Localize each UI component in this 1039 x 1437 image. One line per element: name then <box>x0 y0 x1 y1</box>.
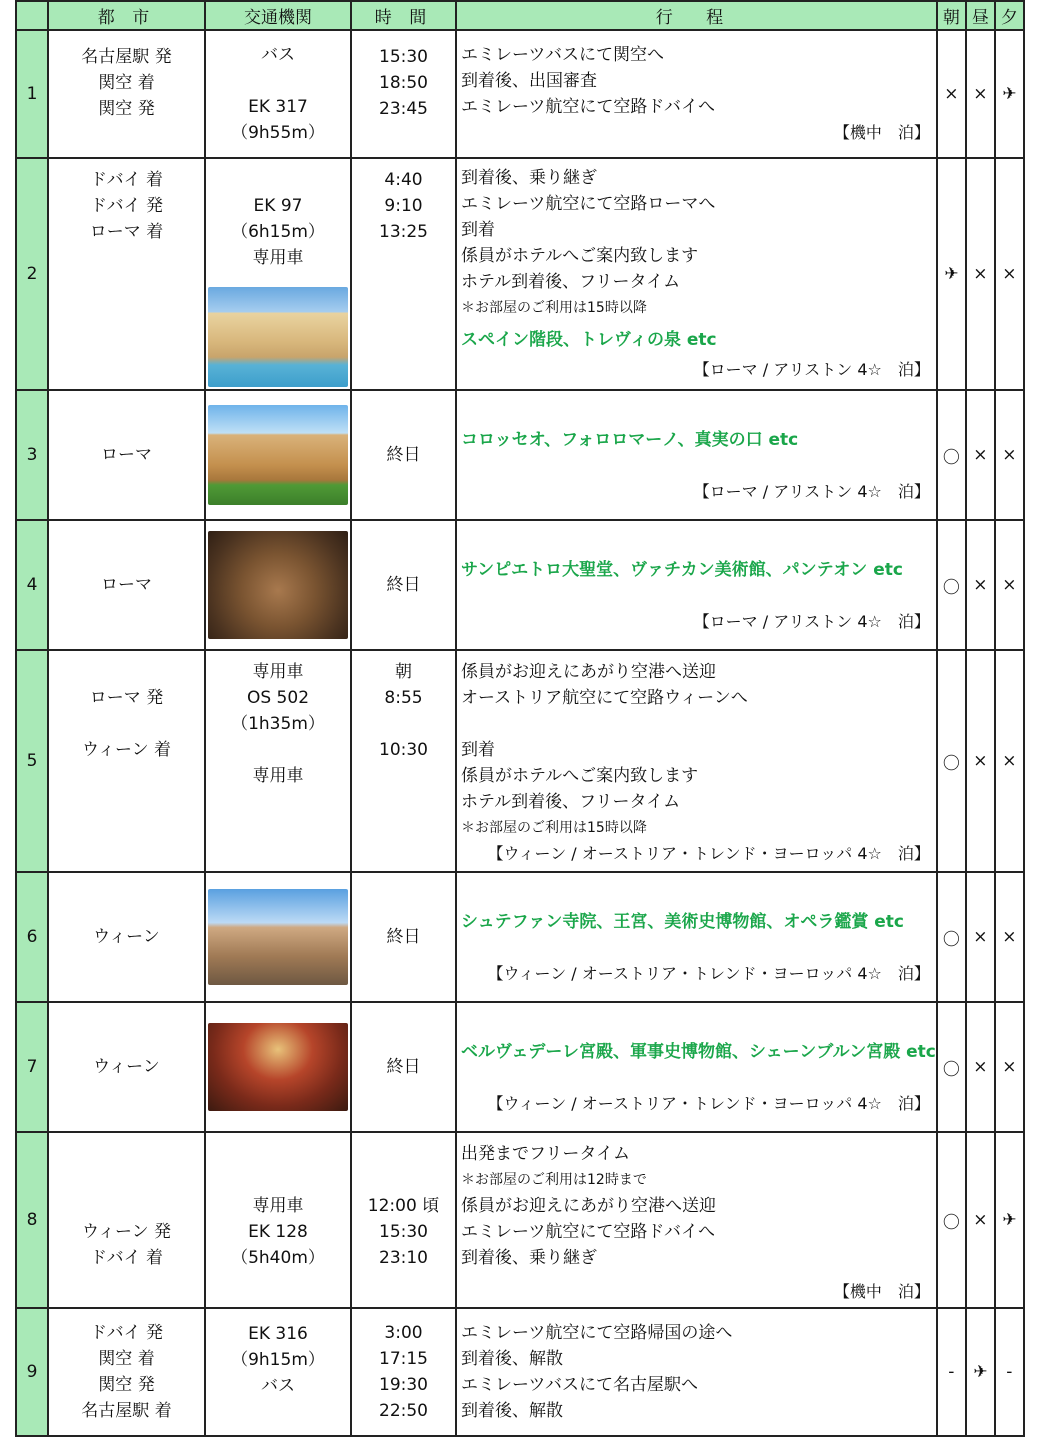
itinerary-line: 到着後、出国審査 <box>461 71 597 91</box>
time-cell <box>351 1308 456 1436</box>
table-row-day-5 <box>16 650 1024 872</box>
itinerary-line: オーストリア航空にて空路ウィーンへ <box>461 688 748 708</box>
time-line: 12:00 頃 <box>367 1196 440 1216</box>
sightseeing-highlight: サンピエトロ大聖堂、ヴァチカン美術館、パンテオン etc <box>461 560 903 580</box>
transport-cell <box>205 650 351 872</box>
time-cell <box>351 390 456 520</box>
itinerary-cell <box>456 30 937 158</box>
breakfast-mark: 〇 <box>937 1132 966 1308</box>
day-number: 9 <box>16 1308 48 1436</box>
transport-line: 専用車 <box>252 248 304 268</box>
city-line: ウィーン <box>93 1057 160 1077</box>
transport-cell <box>205 158 351 390</box>
itinerary-cell <box>456 158 937 390</box>
overnight-stay: 【ローマ / アリストン 4☆ 泊】 <box>693 612 930 631</box>
transport-line <box>206 167 350 193</box>
city-line: 関空 発 <box>98 1375 155 1395</box>
st-stephens-cathedral-photo <box>208 889 348 985</box>
transport-line: EK 128 <box>248 1222 308 1242</box>
city-cell <box>48 390 205 520</box>
city-cell <box>48 1002 205 1132</box>
breakfast-mark: ✈ <box>937 158 966 390</box>
itinerary-line: 係員がお迎えにあがり空港へ送迎 <box>461 662 716 682</box>
breakfast-mark: - <box>937 1308 966 1436</box>
day-number: 3 <box>16 390 48 520</box>
itinerary-line: エミレーツバスにて名古屋駅へ <box>461 1375 698 1395</box>
itinerary-cell <box>456 390 937 520</box>
day-number: 8 <box>16 1132 48 1308</box>
transport-cell <box>205 1308 351 1436</box>
table-row-day-8 <box>16 1132 1024 1308</box>
dinner-mark: ✈ <box>995 1132 1024 1308</box>
header-itinerary: 行 程 <box>456 1 937 30</box>
time-line: 15:30 <box>379 1222 428 1242</box>
header-lunch: 昼 <box>966 1 995 30</box>
overnight-stay: 【機中 泊】 <box>833 1282 930 1301</box>
itinerary-line: エミレーツ航空にて空路帰国の途へ <box>461 1323 733 1343</box>
transport-line: OS 502 <box>246 688 310 708</box>
time-line: 19:30 <box>379 1375 428 1395</box>
transport-cell <box>205 30 351 158</box>
transport-line: バス <box>261 45 295 65</box>
time-cell <box>351 520 456 650</box>
dinner-mark: × <box>995 1002 1024 1132</box>
itinerary-line: エミレーツ航空にて空路ローマへ <box>461 194 716 214</box>
itinerary-line: ホテル到着後、フリータイム <box>461 792 681 812</box>
day-number: 2 <box>16 158 48 390</box>
sightseeing-highlight: シュテファン寺院、王宮、美術史博物館、オペラ鑑賞 etc <box>461 912 904 932</box>
time-line: 終日 <box>386 1057 421 1077</box>
city-line: ローマ 発 <box>89 688 164 708</box>
header-dinner: 夕 <box>995 1 1024 30</box>
header-city: 都 市 <box>48 1 205 30</box>
city-line: ドバイ 着 <box>89 1248 164 1268</box>
breakfast-mark: 〇 <box>937 650 966 872</box>
city-cell <box>48 872 205 1002</box>
colosseum-photo <box>208 405 348 505</box>
itinerary-note: ＊お部屋のご利用は15時以降 <box>461 300 647 316</box>
lunch-mark: × <box>966 30 995 158</box>
time-line: 23:10 <box>379 1248 428 1268</box>
time-line: 22:50 <box>379 1401 428 1421</box>
city-cell <box>48 1308 205 1436</box>
city-cell <box>48 30 205 158</box>
transport-line: EK 317 <box>248 97 308 117</box>
dinner-mark: - <box>995 1308 1024 1436</box>
opera-house-photo <box>208 1023 348 1111</box>
city-line: ローマ 着 <box>89 222 164 242</box>
city-cell <box>48 1132 205 1308</box>
day-number: 6 <box>16 872 48 1002</box>
transport-line: （6h15m） <box>231 222 325 242</box>
itinerary-line <box>461 711 936 737</box>
header-breakfast: 朝 <box>937 1 966 30</box>
transport-line: 専用車 <box>252 766 304 786</box>
city-line <box>49 659 204 685</box>
lunch-mark: × <box>966 1132 995 1308</box>
transport-line: 専用車 <box>252 662 304 682</box>
table-row-day-2 <box>16 158 1024 390</box>
transport-line: バス <box>261 1376 295 1396</box>
city-line: 名古屋駅 着 <box>81 1401 172 1421</box>
itinerary-cell <box>456 872 937 1002</box>
transport-cell <box>205 872 351 1002</box>
itinerary-cell <box>456 650 937 872</box>
time-cell <box>351 1002 456 1132</box>
city-line: 関空 着 <box>98 1349 155 1369</box>
overnight-stay: 【ウィーン / オーストリア・トレンド・ヨーロッパ 4☆ 泊】 <box>487 964 930 983</box>
lunch-mark: × <box>966 158 995 390</box>
time-line: 13:25 <box>379 222 428 242</box>
time-line: 4:40 <box>384 170 423 190</box>
city-line <box>49 711 204 737</box>
overnight-stay: 【ウィーン / オーストリア・トレンド・ヨーロッパ 4☆ 泊】 <box>487 844 930 863</box>
itinerary-line: 到着 <box>461 220 495 240</box>
dinner-mark: × <box>995 158 1024 390</box>
time-cell <box>351 30 456 158</box>
header-day <box>16 1 48 30</box>
table-row-day-1 <box>16 30 1024 158</box>
lunch-mark: × <box>966 872 995 1002</box>
transport-cell <box>205 1132 351 1308</box>
time-line: 8:55 <box>384 688 423 708</box>
lunch-mark: ✈ <box>966 1308 995 1436</box>
lunch-mark: × <box>966 650 995 872</box>
sightseeing-highlight: ベルヴェデーレ宮殿、軍事史博物館、シェーンブルン宮殿 etc <box>461 1042 936 1062</box>
itinerary-cell <box>456 1002 937 1132</box>
time-line: 10:30 <box>379 740 428 760</box>
city-cell <box>48 650 205 872</box>
dinner-mark: ✈ <box>995 30 1024 158</box>
time-cell <box>351 158 456 390</box>
breakfast-mark: × <box>937 30 966 158</box>
time-line: 18:50 <box>379 73 428 93</box>
time-line: 3:00 <box>384 1323 423 1343</box>
itinerary-line: エミレーツバスにて関空へ <box>461 45 664 65</box>
lunch-mark: × <box>966 520 995 650</box>
itinerary-note: ＊お部屋のご利用は15時以降 <box>461 820 647 836</box>
itinerary-table <box>15 0 1025 1437</box>
breakfast-mark: 〇 <box>937 390 966 520</box>
breakfast-mark: 〇 <box>937 520 966 650</box>
city-line: ドバイ 発 <box>89 196 164 216</box>
transport-line: （5h40m） <box>231 1248 325 1268</box>
transport-line: 専用車 <box>252 1196 304 1216</box>
city-cell <box>48 520 205 650</box>
overnight-stay: 【ウィーン / オーストリア・トレンド・ヨーロッパ 4☆ 泊】 <box>487 1094 930 1113</box>
itinerary-note: ＊お部屋のご利用は12時まで <box>461 1172 647 1188</box>
city-line: ウィーン 着 <box>81 740 172 760</box>
time-cell <box>351 872 456 1002</box>
sightseeing-highlight: コロッセオ、フォロロマーノ、真実の口 etc <box>461 430 799 450</box>
time-cell <box>351 650 456 872</box>
transport-cell <box>205 390 351 520</box>
itinerary-line: 到着後、解散 <box>461 1401 563 1421</box>
dinner-mark: × <box>995 650 1024 872</box>
table-row-day-4 <box>16 520 1024 650</box>
itinerary-line: ホテル到着後、フリータイム <box>461 272 681 292</box>
city-line: ドバイ 着 <box>89 170 164 190</box>
table-row-day-6 <box>16 872 1024 1002</box>
itinerary-line: 到着後、乗り継ぎ <box>461 168 597 188</box>
city-line: 関空 着 <box>98 73 155 93</box>
time-line: 終日 <box>386 575 421 595</box>
time-line: 9:10 <box>384 196 423 216</box>
itinerary-line: 到着後、乗り継ぎ <box>461 1248 597 1268</box>
overnight-stay: 【機中 泊】 <box>833 123 930 142</box>
breakfast-mark: 〇 <box>937 872 966 1002</box>
time-line: 朝 <box>395 662 412 682</box>
sistine-chapel-photo <box>208 531 348 639</box>
itinerary-line: 係員がお迎えにあがり空港へ送迎 <box>461 1196 716 1216</box>
city-line: ウィーン <box>93 927 160 947</box>
city-cell <box>48 158 205 390</box>
table-row-day-3 <box>16 390 1024 520</box>
transport-line: EK 97 <box>253 196 303 216</box>
time-cell <box>351 1132 456 1308</box>
city-line: ドバイ 発 <box>89 1323 164 1343</box>
table-row-day-7 <box>16 1002 1024 1132</box>
transport-line: （1h35m） <box>231 714 325 734</box>
overnight-stay: 【ローマ / アリストン 4☆ 泊】 <box>693 360 930 379</box>
itinerary-line: エミレーツ航空にて空路ドバイへ <box>461 1222 715 1242</box>
itinerary-line: 到着後、解散 <box>461 1349 563 1369</box>
dinner-mark: × <box>995 390 1024 520</box>
time-line: 15:30 <box>379 47 428 67</box>
itinerary-line: エミレーツ航空にて空路ドバイへ <box>461 97 715 117</box>
transport-cell <box>205 520 351 650</box>
itinerary-line: 出発までフリータイム <box>461 1144 630 1164</box>
overnight-stay: 【ローマ / アリストン 4☆ 泊】 <box>693 482 930 501</box>
lunch-mark: × <box>966 1002 995 1132</box>
itinerary-line: 係員がホテルへご案内致します <box>461 246 699 266</box>
table-row-day-9 <box>16 1308 1024 1436</box>
itinerary-cell <box>456 1132 937 1308</box>
header-time: 時 間 <box>351 1 456 30</box>
city-line: 名古屋駅 発 <box>81 47 172 67</box>
transport-line <box>206 68 350 94</box>
city-line: 関空 発 <box>98 99 155 119</box>
day-number: 5 <box>16 650 48 872</box>
time-line: 23:45 <box>379 99 428 119</box>
day-number: 1 <box>16 30 48 158</box>
transport-line: EK 316 <box>248 1324 308 1344</box>
header-transport: 交通機関 <box>205 1 351 30</box>
time-line: 17:15 <box>379 1349 428 1369</box>
trevi-fountain-photo <box>208 287 348 387</box>
transport-line <box>206 737 350 763</box>
header-row <box>16 1 1024 30</box>
time-line: 終日 <box>386 927 421 947</box>
city-line: ローマ <box>101 445 152 465</box>
itinerary-line: 到着 <box>461 740 495 760</box>
dinner-mark: × <box>995 520 1024 650</box>
itinerary-cell <box>456 1308 937 1436</box>
time-line: 終日 <box>386 445 421 465</box>
city-line: ローマ <box>101 575 152 595</box>
lunch-mark: × <box>966 390 995 520</box>
sightseeing-highlight: スペイン階段、トレヴィの泉 etc <box>461 330 717 350</box>
itinerary-cell <box>456 520 937 650</box>
transport-cell <box>205 1002 351 1132</box>
breakfast-mark: 〇 <box>937 1002 966 1132</box>
time-line <box>352 711 455 737</box>
transport-line: （9h15m） <box>231 1350 325 1370</box>
day-number: 7 <box>16 1002 48 1132</box>
dinner-mark: × <box>995 872 1024 1002</box>
itinerary-line: 係員がホテルへご案内致します <box>461 766 699 786</box>
transport-line: （9h55m） <box>231 123 325 143</box>
day-number: 4 <box>16 520 48 650</box>
city-line: ウィーン 発 <box>81 1222 172 1242</box>
